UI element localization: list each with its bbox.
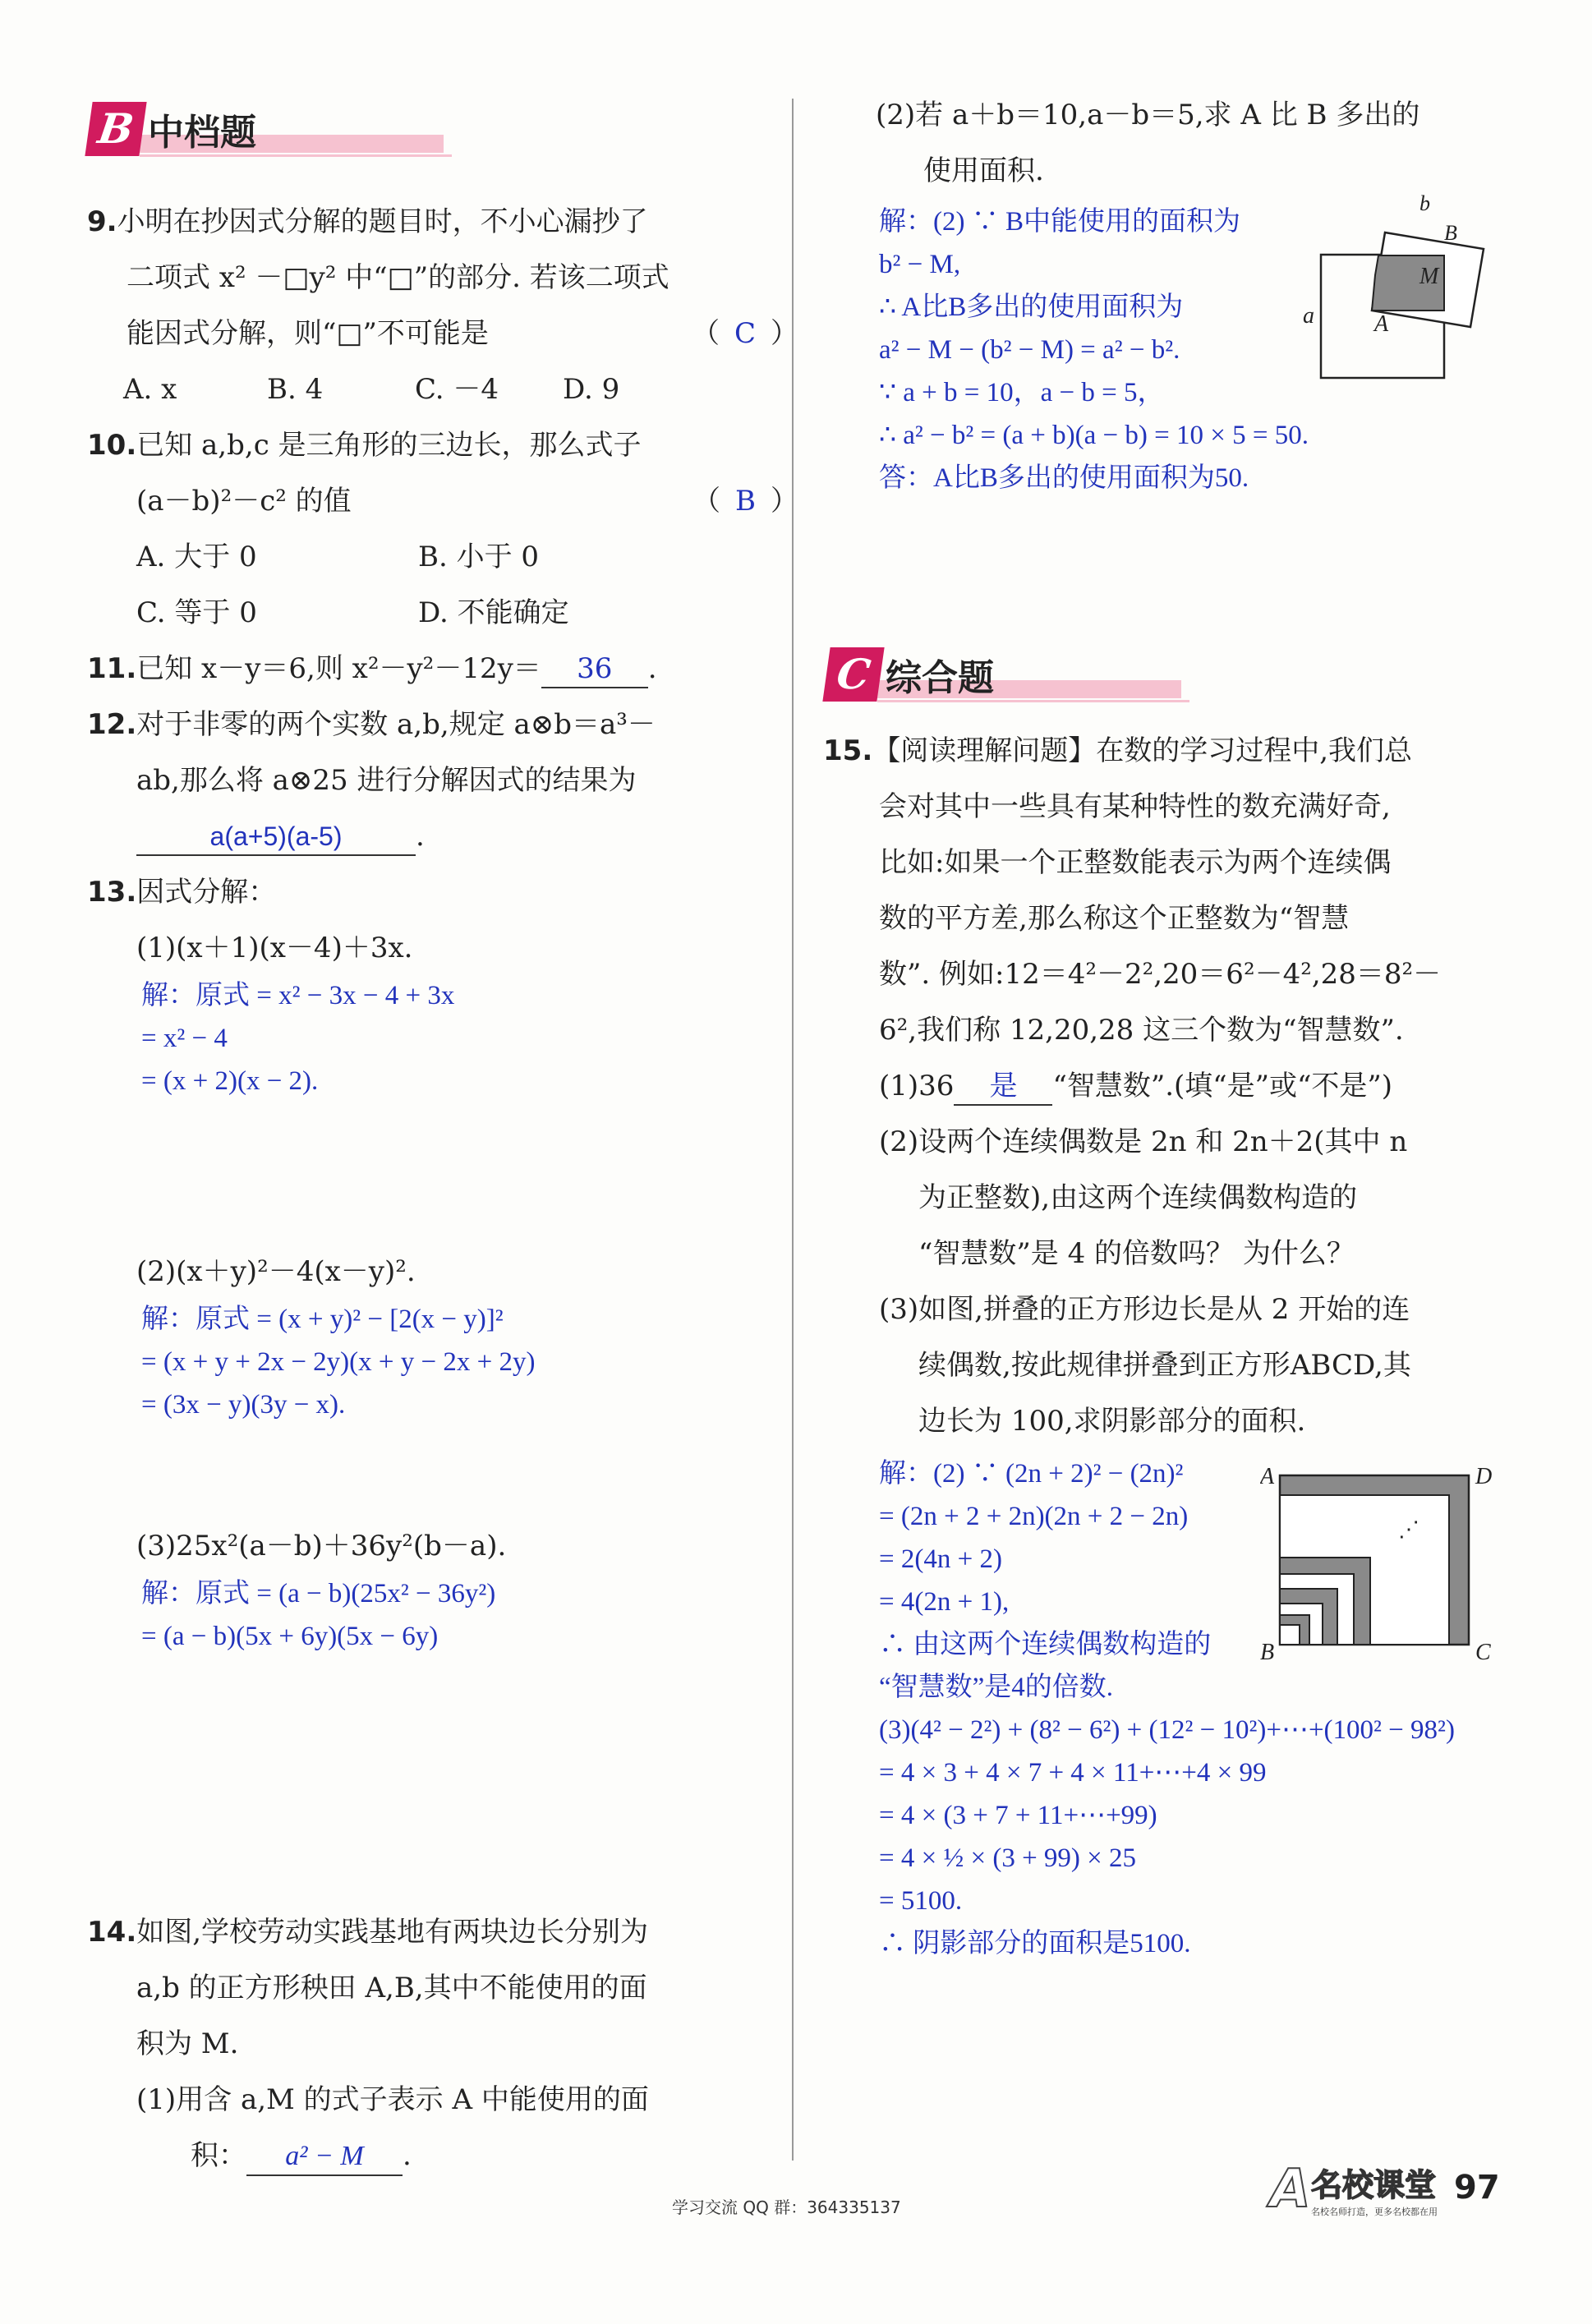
q13-part2: (2)(x＋y)²－4(x－y)². bbox=[136, 1255, 416, 1288]
question-text: (1)用含 a,M 的式子表示 A 中能使用的面 bbox=[136, 2083, 649, 2116]
label-b: b bbox=[1419, 191, 1430, 215]
question-text: ab,那么将 a⊗25 进行分解因式的结果为 bbox=[136, 764, 637, 797]
footer-qq: 学习交流 QQ 群：364335137 bbox=[672, 2197, 901, 2217]
label-A: A bbox=[1260, 1464, 1275, 1489]
question-text: (a－b)²－c² 的值 bbox=[136, 485, 352, 518]
label-B: B bbox=[1444, 221, 1457, 245]
question-text: 对于非零的两个实数 a,b,规定 a⊗b＝a³－ bbox=[136, 708, 656, 741]
answer-choice: B bbox=[735, 485, 756, 518]
question-text: a,b 的正方形秧田 A,B,其中不能使用的面 bbox=[136, 1972, 647, 2004]
q14-solution2: 解：(2) ∵ B中能使用的面积为 b² − M, ∴ A比B多出的使用面积为 a² − M − (b² − M) = a² − b². ∵ a + b = 10，a − b = 5， ∴ a² − b² = (a + b)(a − b) = 10 × 5 = 50. 答：A比B多出的使用面积为50. bbox=[879, 207, 1309, 493]
option: C. －4 bbox=[415, 373, 499, 406]
question-text: 如图,学校劳动实践基地有两块边长分别为 bbox=[136, 1916, 649, 1949]
q13-solution1: 解：原式 = x² − 3x − 4 + 3x = x² − 4 = (x + 2)(x − 2). bbox=[141, 981, 455, 1096]
label-M: M bbox=[1419, 264, 1439, 289]
question-12: 12.对于非零的两个实数 a,b,规定 a⊗b＝a³－ ab,那么将 a⊗25 进行分解因式的结果为 a(a+5)(a-5) . bbox=[87, 697, 656, 864]
option: D. 不能确定 bbox=[418, 596, 569, 629]
answer-blank: 36 bbox=[541, 651, 648, 688]
q14-part2: (2)若 a＋b＝10,a－b＝5,求 A 比 B 多出的 使用面积. bbox=[876, 99, 1420, 187]
question-number: 9. bbox=[87, 205, 117, 238]
section-b-title: 中档题 bbox=[148, 112, 256, 154]
q13-solution2: 解：原式 = (x + y)² − [2(x − y)]² = (x + y + 2x − 2y)(x + y − 2x + 2y) = (3x − y)(3y − x). bbox=[141, 1305, 536, 1420]
question-text: 积为 M. bbox=[136, 2027, 239, 2060]
section-c-title: 综合题 bbox=[886, 657, 994, 699]
question-text: 小明在抄因式分解的题目时，不小心漏抄了 bbox=[117, 205, 648, 238]
question-text: 二项式 x² －□y² 中“□”的部分. 若该二项式 bbox=[127, 261, 669, 294]
question-15: 15.【阅读理解问题】在数的学习过程中,我们总 会对其中一些具有某种特性的数充满好奇, 比如:如果一个正整数能表示为两个连续偶 数的平方差,那么称这个正整数为“智慧 数”. 例如:12＝4²－2²,20＝6²－4²,28＝8²－ 6²,我们称 12,20,28 这三个数为“智慧数”. (1)36 是 “智慧数”.(填“是”或“不是”) (2)设两个连续偶数是 2n 和 2n＋2(其中 n 为正整数),由这两个连续偶数构造的 “智慧数”是 4 的倍数吗？ 为什么？ (3)如图,拼叠的正方形边长是从 2 开始的连 续偶数,按此规律拼叠到正方形ABCD,其 边长为 100,求阴影部分的面积. bbox=[823, 734, 1442, 1438]
label-a: a bbox=[1303, 303, 1314, 329]
answer-blank: a² − M bbox=[246, 2138, 403, 2176]
q15-solution2: 解：(2) ∵ (2n + 2)² − (2n)² = (2n + 2 + 2n)(2n + 2 − 2n) = 2(4n + 2) = 4(2n + 1), ∴ 由这两个连续偶数构造的 “智慧数”是4的倍数. bbox=[879, 1459, 1212, 1702]
question-text: 因式分解： bbox=[136, 876, 277, 909]
label-D: D bbox=[1475, 1464, 1493, 1489]
option: C. 等于 0 bbox=[136, 596, 257, 629]
question-9: 9.小明在抄因式分解的题目时，不小心漏抄了 二项式 x² －□y² 中“□”的部分. 若该二项式 能因式分解，则“□”不可能是 （ C ） A. x B. 4 C. －4 D. 9 bbox=[87, 194, 798, 417]
q15-figure bbox=[1260, 1457, 1498, 1671]
question-text: 已知 x－y＝6,则 x²－y²－12y＝ bbox=[136, 652, 541, 685]
logo-text: 名校课堂 bbox=[1311, 2167, 1437, 2203]
q14-figure bbox=[1288, 189, 1510, 403]
q13-part3: (3)25x²(a－b)＋36y²(b－a). bbox=[136, 1530, 507, 1562]
q15-solution3: (3)(4² − 2²) + (8² − 6²) + (12² − 10²)+⋯+(100² − 98²) = 4 × 3 + 4 × 7 + 4 × 11+⋯+4 × 99 = 4 × (3 + 7 + 11+⋯+99) = 4 × ½ × (3 + 99) × 25 = 5100. ∴ 阴影部分的面积是5100. bbox=[879, 1715, 1455, 1958]
q13-solution3: 解：原式 = (a − b)(25x² − 36y²) = (a − b)(5x + 6y)(5x − 6y) bbox=[141, 1579, 496, 1651]
question-number: 12. bbox=[87, 708, 137, 741]
question-text: 【阅读理解问题】在数的学习过程中,我们总 bbox=[872, 734, 1413, 767]
ellipsis: ⋰ bbox=[1398, 1517, 1419, 1541]
q13-part1: (1)(x＋1)(x－4)＋3x. bbox=[136, 932, 413, 964]
option: B. 4 bbox=[267, 373, 324, 406]
question-number: 14. bbox=[87, 1916, 137, 1949]
option: B. 小于 0 bbox=[418, 541, 540, 573]
section-c-letter: C bbox=[822, 647, 884, 702]
page-number: 97 bbox=[1454, 2169, 1500, 2207]
footer-logo: A 名校课堂 名校名师打造，更多名校都在用 bbox=[1270, 2159, 1438, 2220]
answer-blank: a(a+5)(a-5) bbox=[136, 818, 416, 856]
option: A. 大于 0 bbox=[136, 541, 257, 573]
label-B: B bbox=[1260, 1640, 1275, 1665]
answer-choice: C bbox=[734, 317, 756, 350]
section-b-badge bbox=[89, 102, 458, 168]
option: D. 9 bbox=[563, 373, 620, 406]
question-text: 能因式分解，则“□”不可能是 bbox=[127, 317, 489, 350]
question-number: 13. bbox=[87, 876, 137, 909]
question-14: 14.如图,学校劳动实践基地有两块边长分别为 a,b 的正方形秧田 A,B,其中不能使用的面 积为 M. (1)用含 a,M 的式子表示 A 中能使用的面 积： a² − M . bbox=[87, 1904, 649, 2184]
label-A: A bbox=[1374, 311, 1389, 337]
question-number: 15. bbox=[823, 734, 873, 767]
question-text: 已知 a,b,c 是三角形的三边长，那么式子 bbox=[136, 429, 642, 462]
logo-subtitle: 名校名师打造，更多名校都在用 bbox=[1311, 2207, 1438, 2217]
label-C: C bbox=[1475, 1640, 1491, 1665]
section-b-letter: B bbox=[85, 102, 146, 156]
question-13 bbox=[87, 864, 276, 920]
answer-blank: 是 bbox=[954, 1068, 1052, 1106]
question-11: 11.已知 x－y＝6,则 x²－y²－12y＝ 36 . bbox=[87, 641, 657, 697]
question-10: 10.已知 a,b,c 是三角形的三边长，那么式子 (a－b)²－c² 的值 （ B ） A. 大于 0 B. 小于 0 C. 等于 0 D. 不能确定 bbox=[87, 417, 798, 641]
option: A. x bbox=[123, 373, 177, 406]
question-number: 10. bbox=[87, 429, 137, 462]
section-c-badge bbox=[826, 647, 1196, 713]
question-number: 11. bbox=[87, 652, 137, 685]
